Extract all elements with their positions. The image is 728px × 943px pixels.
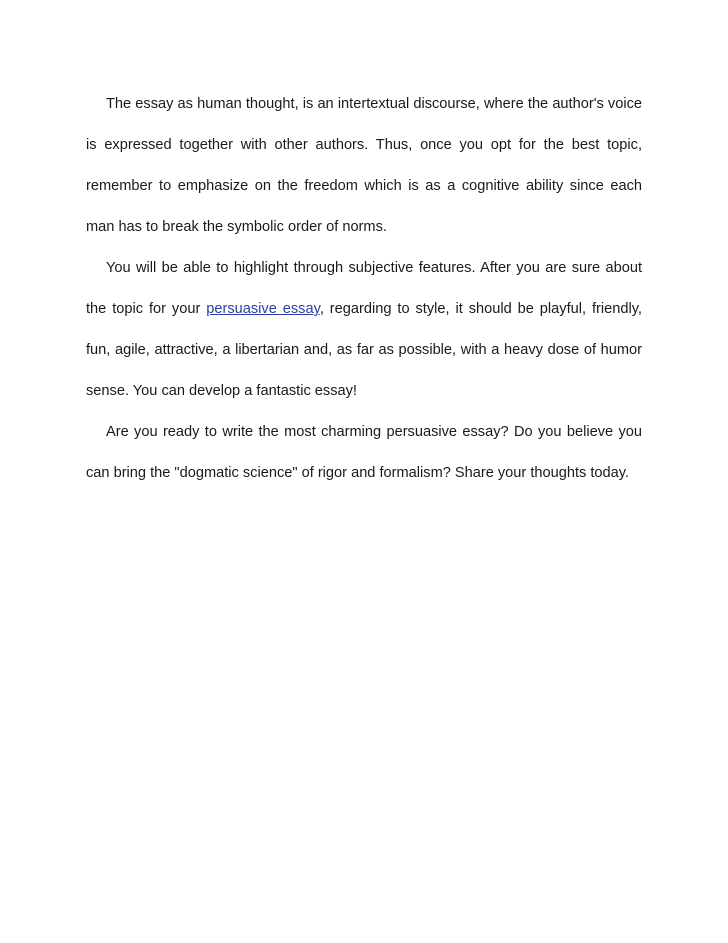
- paragraph-1-text: The essay as human thought, is an intertextual discourse, where the author's voice is expressed together with other authors. Thus, once you opt for the best topic, remember to emphasize on the freedom which is as a cognitive ability since each man has to break the symbolic order of norms.: [86, 96, 642, 235]
- paragraph-2: [86, 248, 642, 412]
- paragraph-3-text: Are you ready to write the most charming persuasive essay? Do you believe you can bring the "dogmatic science" of rigor and formalism? Share your thoughts today.: [86, 424, 642, 481]
- paragraph-1: [86, 84, 642, 248]
- document-body: [86, 84, 642, 494]
- paragraph-3: [86, 412, 642, 494]
- persuasive-essay-link[interactable]: persuasive essay: [206, 301, 320, 317]
- paragraph-2-text-after-link: , regarding to style, it should be playful, friendly, fun, agile, attractive, a libertarian and, as far as possible, with a heavy dose of humor sense. You can develop a fantastic essay!: [86, 301, 642, 399]
- paragraph-2-text-before-link: You will be able to highlight through subjective features. After you are sure about the topic for your: [86, 260, 642, 317]
